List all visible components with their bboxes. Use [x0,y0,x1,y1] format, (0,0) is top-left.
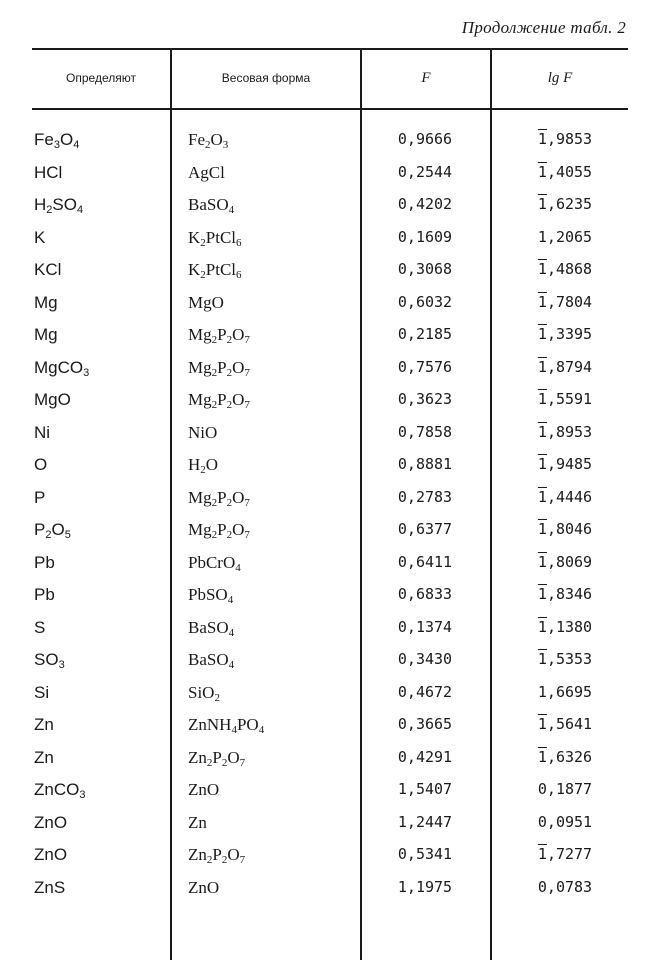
table-row [0,419,660,452]
cell-log-factor [500,228,630,246]
cell-weight-form: AgCl [188,162,225,182]
log-characteristic: 1 [537,845,547,863]
table-row [0,451,660,484]
cell-log-factor [500,325,630,343]
log-mantissa: ,8346 [546,585,593,603]
cell-log-factor [500,585,630,603]
cell-weight-form: ZnO [188,877,220,897]
log-characteristic: 1 [537,617,547,636]
log-mantissa: ,4868 [546,260,593,278]
log-characteristic: 1 [537,130,547,148]
log-mantissa: ,6235 [546,195,593,213]
log-mantissa: ,9853 [546,130,593,148]
cell-weight-form: PbCrO$_4$ [188,552,241,574]
table-row [0,484,660,517]
table-row [0,711,660,744]
cell-determined: Pb [34,585,55,604]
cell-determined: O [34,455,48,474]
cell-log-factor [500,845,630,863]
cell-determined: ZnCO$_3$ [34,780,86,801]
log-characteristic: 1 [537,325,547,343]
cell-determined: $Fe_3O_4$ [34,130,80,151]
log-mantissa: 0,0951 [537,812,593,831]
cell-log-factor [500,390,630,408]
cell-log-factor [500,780,630,798]
log-characteristic: 1 [537,422,547,441]
header-rule [32,108,628,110]
cell-weight-form: BaSO$_4$ [188,195,235,216]
log-mantissa: ,8953 [546,422,593,441]
cell-weight-form: $Zn_2P_2O_7$ [188,747,246,769]
cell-determined: ZnO [34,845,68,864]
table-row [0,679,660,712]
log-mantissa: ,4055 [546,162,593,181]
log-characteristic: 1 [537,455,547,473]
cell-log-factor [500,260,630,278]
cell-determined: $SO_3$ [34,650,65,671]
cell-weight-form: $K_2PtCl_6$ [188,260,242,281]
log-mantissa: ,6326 [546,747,593,766]
table-row [0,191,660,224]
cell-log-factor [500,488,630,506]
cell-factor: 0,6032 [397,292,453,311]
log-mantissa: ,7804 [546,292,593,311]
cell-determined: Pb [34,552,55,572]
cell-factor: 0,1609 [397,227,453,246]
header-determined: Определяют [66,71,136,85]
cell-factor: 0,3068 [397,260,453,278]
table-row [0,549,660,582]
log-characteristic: 1 [537,162,547,181]
cell-factor: 0,6411 [397,552,453,571]
cell-weight-form: MgO [188,292,224,312]
cell-determined: Mg [34,325,58,344]
cell-determined: MgO [34,390,71,409]
cell-factor: 0,2185 [397,325,453,343]
cell-log-factor [500,358,630,376]
log-characteristic: 1 [537,292,547,311]
table-row [0,516,660,549]
cell-determined: Zn [34,747,54,767]
table-row [0,874,660,907]
log-characteristic: 1 [537,390,547,408]
cell-determined: Si [34,682,50,702]
log-characteristic: 1 [537,520,547,538]
cell-log-factor [500,650,630,668]
table-row [0,386,660,419]
cell-determined: Zn [34,715,54,734]
table-row [0,159,660,192]
log-mantissa: 0,1877 [537,780,593,798]
cell-log-factor [500,683,630,701]
cell-factor: 0,2544 [397,162,453,181]
cell-determined: ZnO [34,812,68,832]
log-mantissa: ,3395 [546,325,593,343]
log-mantissa: ,8046 [546,520,593,538]
log-characteristic: 1 [537,487,547,506]
cell-weight-form: $K_2PtCl_6$ [188,227,242,249]
table-row [0,841,660,874]
log-mantissa: ,8794 [546,357,593,376]
cell-log-factor [500,715,630,733]
cell-weight-form: $Zn_2P_2O_7$ [188,845,246,866]
cell-determined: S [34,617,46,637]
cell-log-factor [500,293,630,311]
cell-weight-form: $ZnNH_4PO_4$ [188,715,265,736]
cell-determined: HCl [34,162,63,182]
cell-log-factor [500,520,630,538]
table-row [0,354,660,387]
log-characteristic: 1 [537,585,547,603]
cell-determined: ZnS [34,877,66,897]
log-mantissa: 1,6695 [537,682,593,701]
cell-weight-form: NiO [188,422,218,442]
table-caption: Продолжение табл. 2 [461,18,626,37]
cell-determined: $H_2SO_4$ [34,195,84,216]
table-row [0,646,660,679]
cell-weight-form: BaSO$_4$ [188,617,235,639]
cell-weight-form: SiO$_2$ [188,682,220,704]
table-row [0,224,660,257]
cell-determined: MgCO$_3$ [34,357,90,379]
log-mantissa: ,8069 [546,552,593,571]
cell-weight-form: $Mg_2P_2O_7$ [188,357,250,379]
cell-factor: 0,5341 [397,845,453,863]
cell-determined: Mg [34,292,58,312]
cell-factor: 1,1975 [397,877,453,896]
cell-factor: 0,7858 [397,422,453,441]
log-characteristic: 1 [537,260,547,278]
cell-factor: 0,3623 [397,390,453,408]
cell-weight-form: $Mg_2P_2O_7$ [188,325,250,346]
cell-weight-form: ZnO [188,780,220,799]
cell-factor: 0,2783 [397,487,453,506]
table-row [0,321,660,354]
table-row [0,776,660,809]
log-mantissa: ,7277 [546,845,593,863]
cell-weight-form: $Mg_2P_2O_7$ [188,487,250,509]
cell-factor: 0,4291 [397,747,453,766]
cell-factor: 0,7576 [397,357,453,376]
cell-factor: 0,4672 [397,682,453,701]
header-factor: F [421,69,431,86]
cell-determined: K [34,227,46,247]
cell-weight-form: $Mg_2P_2O_7$ [188,390,250,411]
log-mantissa: ,4446 [546,487,593,506]
log-characteristic: 1 [537,357,547,376]
cell-log-factor [500,130,630,148]
cell-weight-form: $Mg_2P_2O_7$ [188,520,250,541]
cell-log-factor [500,423,630,441]
table-row [0,614,660,647]
cell-factor: 0,3665 [397,715,453,733]
log-mantissa: ,9485 [546,455,593,473]
header-log-factor: lg F [547,69,573,86]
cell-log-factor [500,195,630,213]
cell-factor: 0,6377 [397,520,453,538]
log-characteristic: 1 [537,747,547,766]
cell-log-factor [500,878,630,896]
log-mantissa: ,5353 [546,650,593,668]
table-row [0,256,660,289]
cell-weight-form: BaSO$_4$ [188,650,235,671]
log-mantissa: 0,0783 [537,877,593,896]
cell-weight-form: Zn [188,812,207,832]
log-characteristic: 1 [537,195,547,213]
table-row [0,289,660,322]
cell-determined: P [34,487,46,507]
log-characteristic: 1 [537,715,547,733]
cell-log-factor [500,455,630,473]
cell-determined: KCl [34,260,62,279]
log-mantissa: ,1380 [546,617,593,636]
cell-log-factor [500,813,630,831]
cell-determined: Ni [34,422,51,442]
cell-factor: 0,8881 [397,455,453,473]
table-row [0,809,660,842]
cell-factor: 1,2447 [397,812,453,831]
cell-factor: 0,4202 [397,195,453,213]
table-row [0,744,660,777]
cell-factor: 0,6833 [397,585,453,603]
cell-weight-form: $Fe_2O_3$ [188,130,229,151]
log-characteristic: 1 [537,650,547,668]
cell-factor: 1,5407 [397,780,453,798]
table-row [0,126,660,159]
cell-log-factor [500,618,630,636]
cell-factor: 0,3430 [397,650,453,668]
log-mantissa: ,5591 [546,390,593,408]
cell-factor: 0,1374 [397,617,453,636]
table-body [0,126,660,906]
table-row [0,581,660,614]
cell-log-factor [500,163,630,181]
cell-log-factor [500,748,630,766]
log-characteristic: 1 [537,552,547,571]
cell-weight-form: PbSO$_4$ [188,585,234,606]
cell-determined: $P_2O_5$ [34,520,71,541]
header-weight-form: Весовая форма [221,71,311,85]
cell-factor: 0,9666 [397,130,453,148]
log-mantissa: 1,2065 [537,227,593,246]
log-mantissa: ,5641 [546,715,593,733]
cell-weight-form: $H_2O$ [188,455,219,476]
cell-log-factor [500,553,630,571]
